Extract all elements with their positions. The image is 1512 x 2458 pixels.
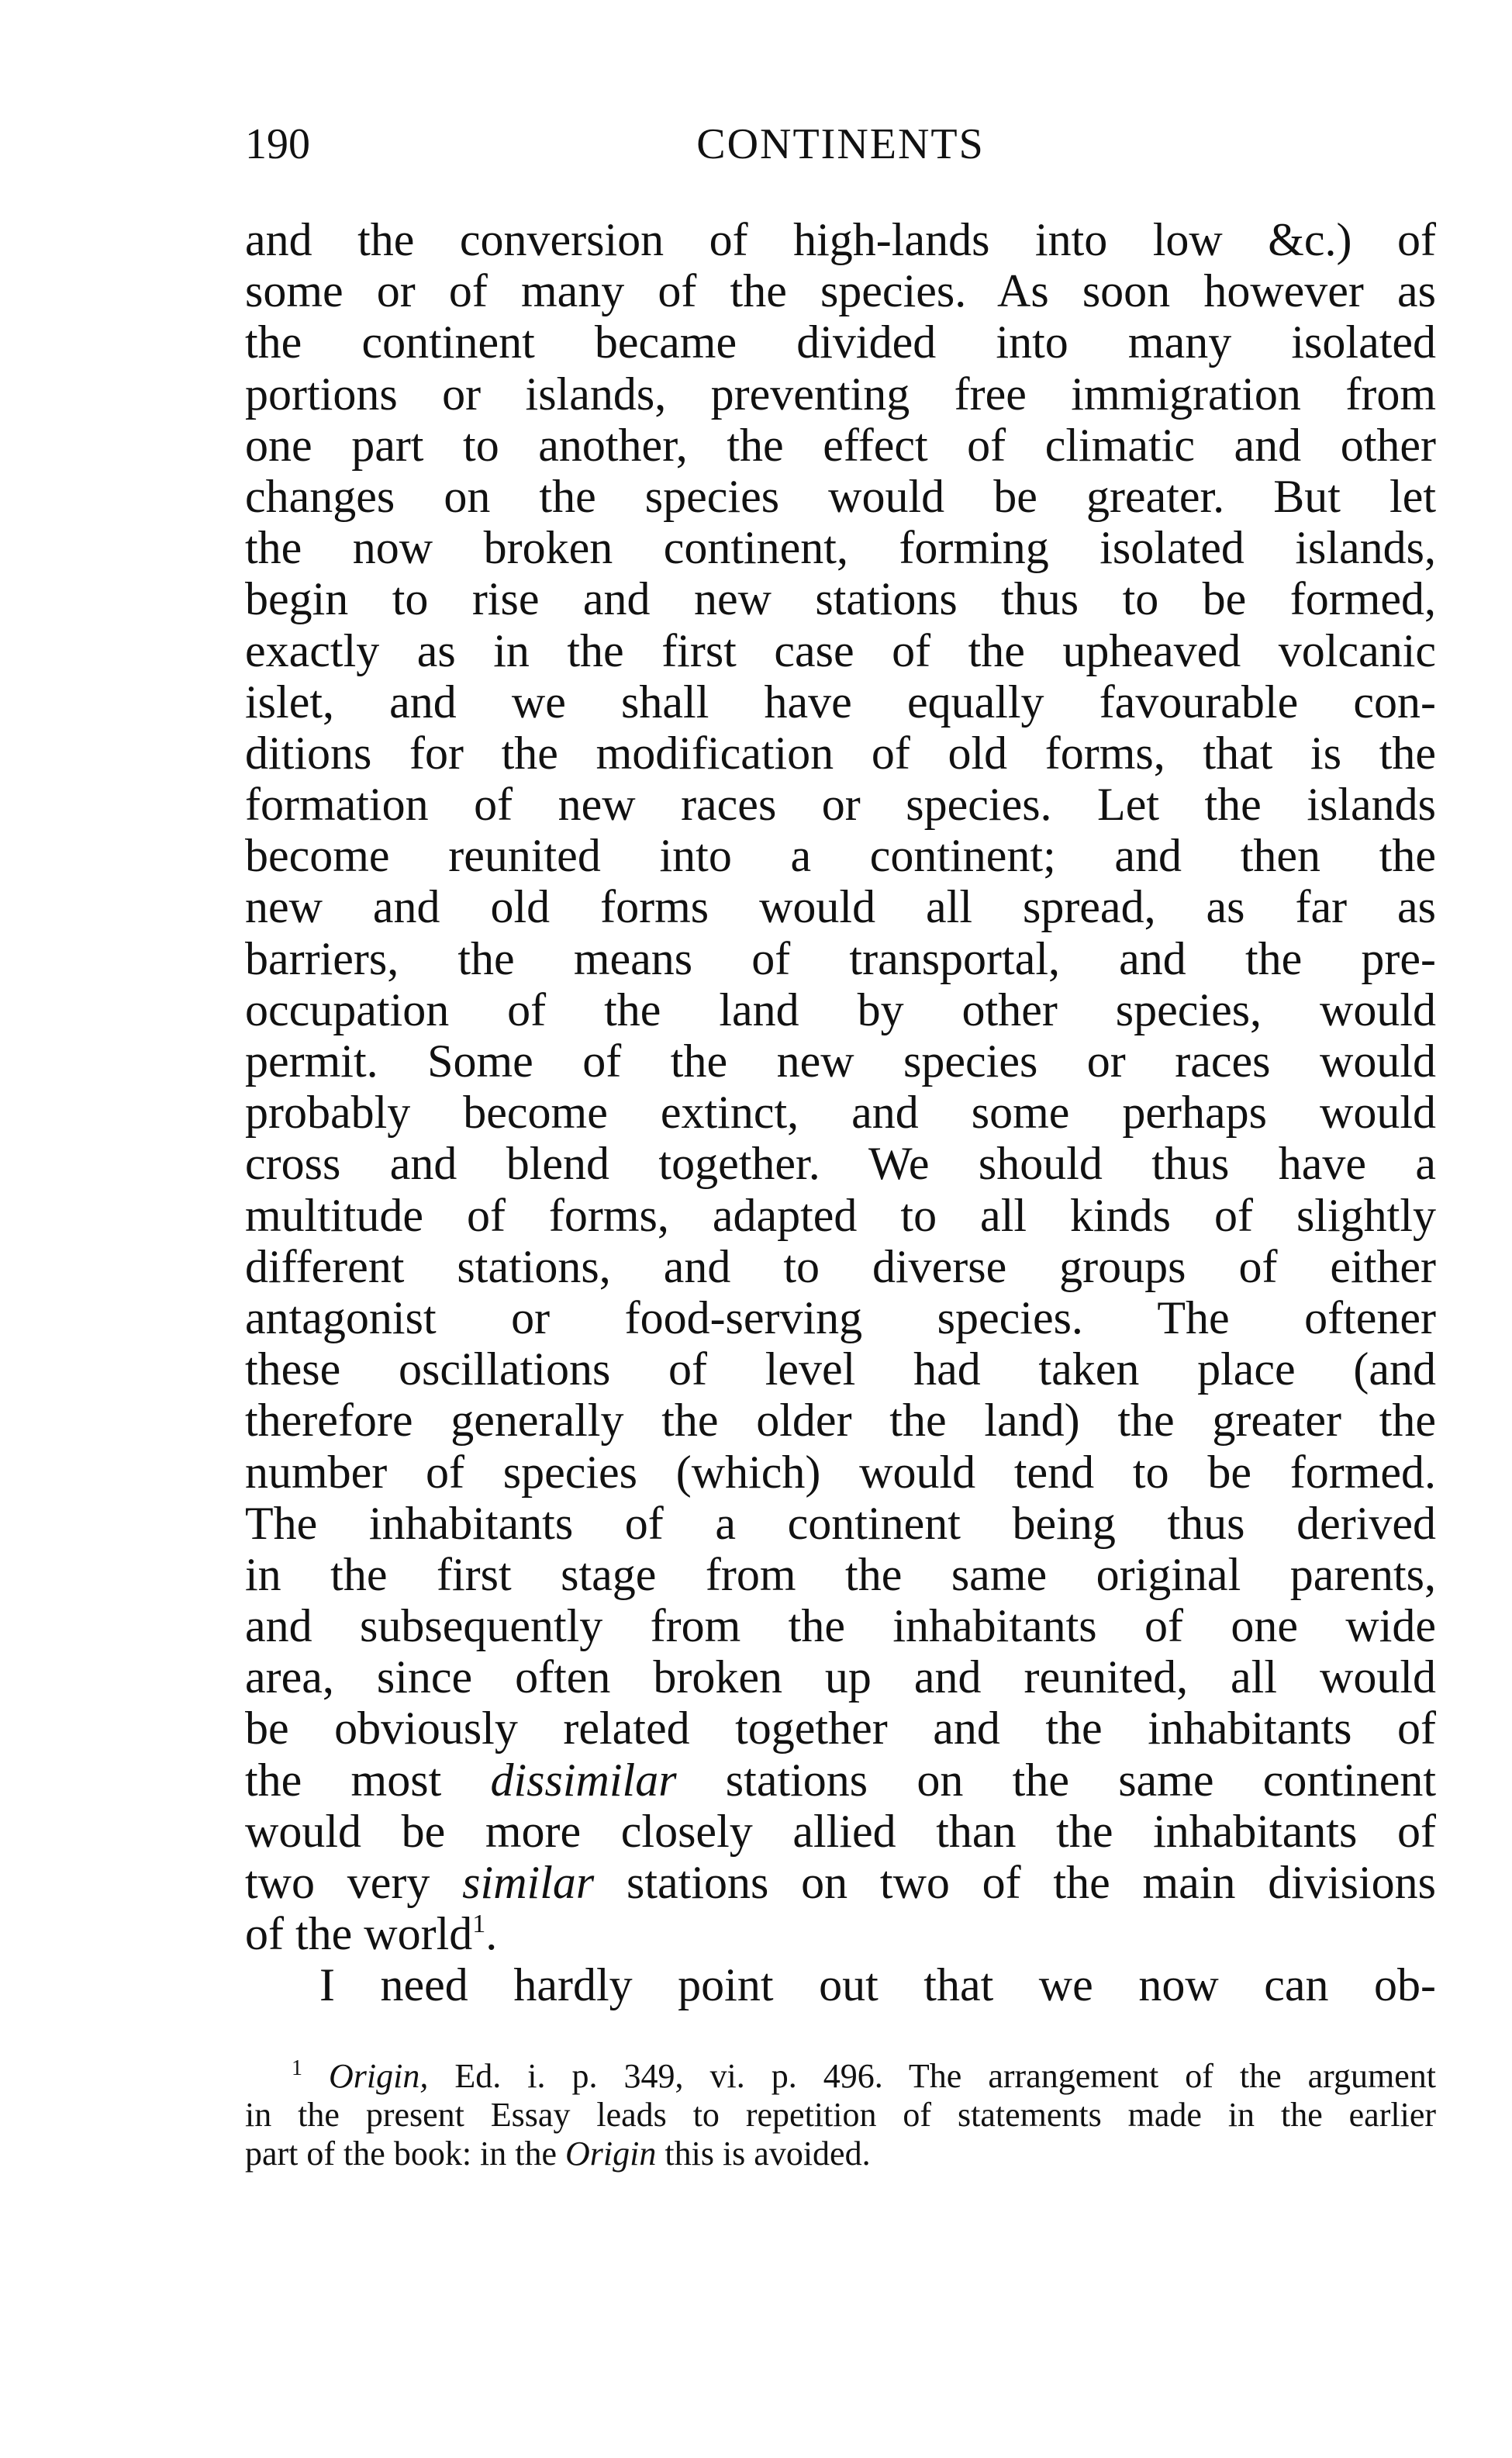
- text-line: and subsequently from the inhabitants of one wide: [245, 1600, 1436, 1652]
- text-line: portions or islands, preventing free immigration from: [245, 368, 1436, 420]
- text-line: islet, and we shall have equally favourable con-: [245, 676, 1436, 728]
- running-title: CONTINENTS: [696, 120, 985, 168]
- text-line: these oscillations of level had taken place (and: [245, 1343, 1436, 1395]
- text-line: different stations, and to diverse groups of either: [245, 1240, 1436, 1292]
- text-line: ditions for the modification of old forms, that is the: [245, 727, 1436, 779]
- text-segment: part of the book: in the: [245, 2135, 566, 2173]
- text-line: number of species (which) would tend to be formed.: [245, 1446, 1436, 1498]
- text-line: be obviously related together and the inhabitants of: [245, 1703, 1436, 1754]
- text-line: formation of new races or species. Let the islands: [245, 779, 1436, 831]
- text-line: The inhabitants of a continent being thus derived: [245, 1497, 1436, 1549]
- text-line: and the conversion of high-lands into low &c.) of: [245, 214, 1436, 265]
- text-segment: of the world: [245, 1908, 473, 1960]
- text-segment: Ed. i. p. 349, vi. p. 496. The arrangement of the argument: [428, 2057, 1436, 2095]
- text-line: permit. Some of the new species or races would: [245, 1035, 1436, 1087]
- book-page: [245, 0, 1436, 2458]
- text-segment: two very: [245, 1857, 463, 1908]
- text-line: area, since often broken up and reunited, all would: [245, 1651, 1436, 1703]
- text-segment: the most: [245, 1754, 491, 1806]
- footnote-line: [245, 2135, 1436, 2173]
- footnote-reference: 1: [472, 1910, 486, 1939]
- text-segment: stations on two of the main divisions: [594, 1857, 1436, 1908]
- running-head: [245, 116, 1436, 172]
- text-segment: .: [485, 1908, 498, 1960]
- text-line: new and old forms would all spread, as far as: [245, 881, 1436, 933]
- footnote-line: [245, 2057, 1436, 2096]
- footnote-line: in the present Essay leads to repetition of statements made in the earlier: [245, 2096, 1436, 2134]
- text-segment: this is avoided.: [656, 2135, 871, 2173]
- footnote-citation: Origin: [565, 2135, 657, 2173]
- text-line: occupation of the land by other species, would: [245, 984, 1436, 1035]
- text-line: one part to another, the effect of climatic and other: [245, 419, 1436, 471]
- text-line: changes on the species would be greater. But let: [245, 470, 1436, 522]
- italic-emphasis: similar: [462, 1857, 595, 1908]
- footnote-citation: Origin,: [329, 2057, 429, 2095]
- text-line: the continent became divided into many isolated: [245, 316, 1436, 368]
- body-text: [245, 214, 1436, 2011]
- footnote: [245, 2057, 1436, 2173]
- text-line: barriers, the means of transportal, and the pre-: [245, 932, 1436, 984]
- italic-emphasis: dissimilar: [490, 1754, 677, 1806]
- text-line: [245, 1754, 1436, 1806]
- footnote-marker: 1: [292, 2056, 302, 2080]
- text-line: in the first stage from the same original parents,: [245, 1548, 1436, 1600]
- text-line: exactly as in the first case of the upheaved volcanic: [245, 624, 1436, 676]
- text-line: antagonist or food-serving species. The oftener: [245, 1291, 1436, 1343]
- text-line: some or of many of the species. As soon however as: [245, 265, 1436, 317]
- page-number: 190: [245, 120, 310, 168]
- paragraph-end-line: [245, 1908, 1436, 1959]
- text-line: probably become extinct, and some perhaps would: [245, 1087, 1436, 1139]
- paragraph-start-line: I need hardly point out that we now can ob-: [319, 1959, 1436, 2011]
- text-line: begin to rise and new stations thus to be formed,: [245, 573, 1436, 625]
- text-line: the now broken continent, forming isolated islands,: [245, 522, 1436, 574]
- text-line: [245, 1857, 1436, 1908]
- text-line: would be more closely allied than the inhabitants of: [245, 1805, 1436, 1857]
- text-line: cross and blend together. We should thus have a: [245, 1138, 1436, 1190]
- text-segment: stations on the same continent: [676, 1754, 1436, 1806]
- text-line: multitude of forms, adapted to all kinds of slightly: [245, 1189, 1436, 1241]
- text-line: therefore generally the older the land) the greater the: [245, 1395, 1436, 1447]
- text-line: become reunited into a continent; and then the: [245, 830, 1436, 882]
